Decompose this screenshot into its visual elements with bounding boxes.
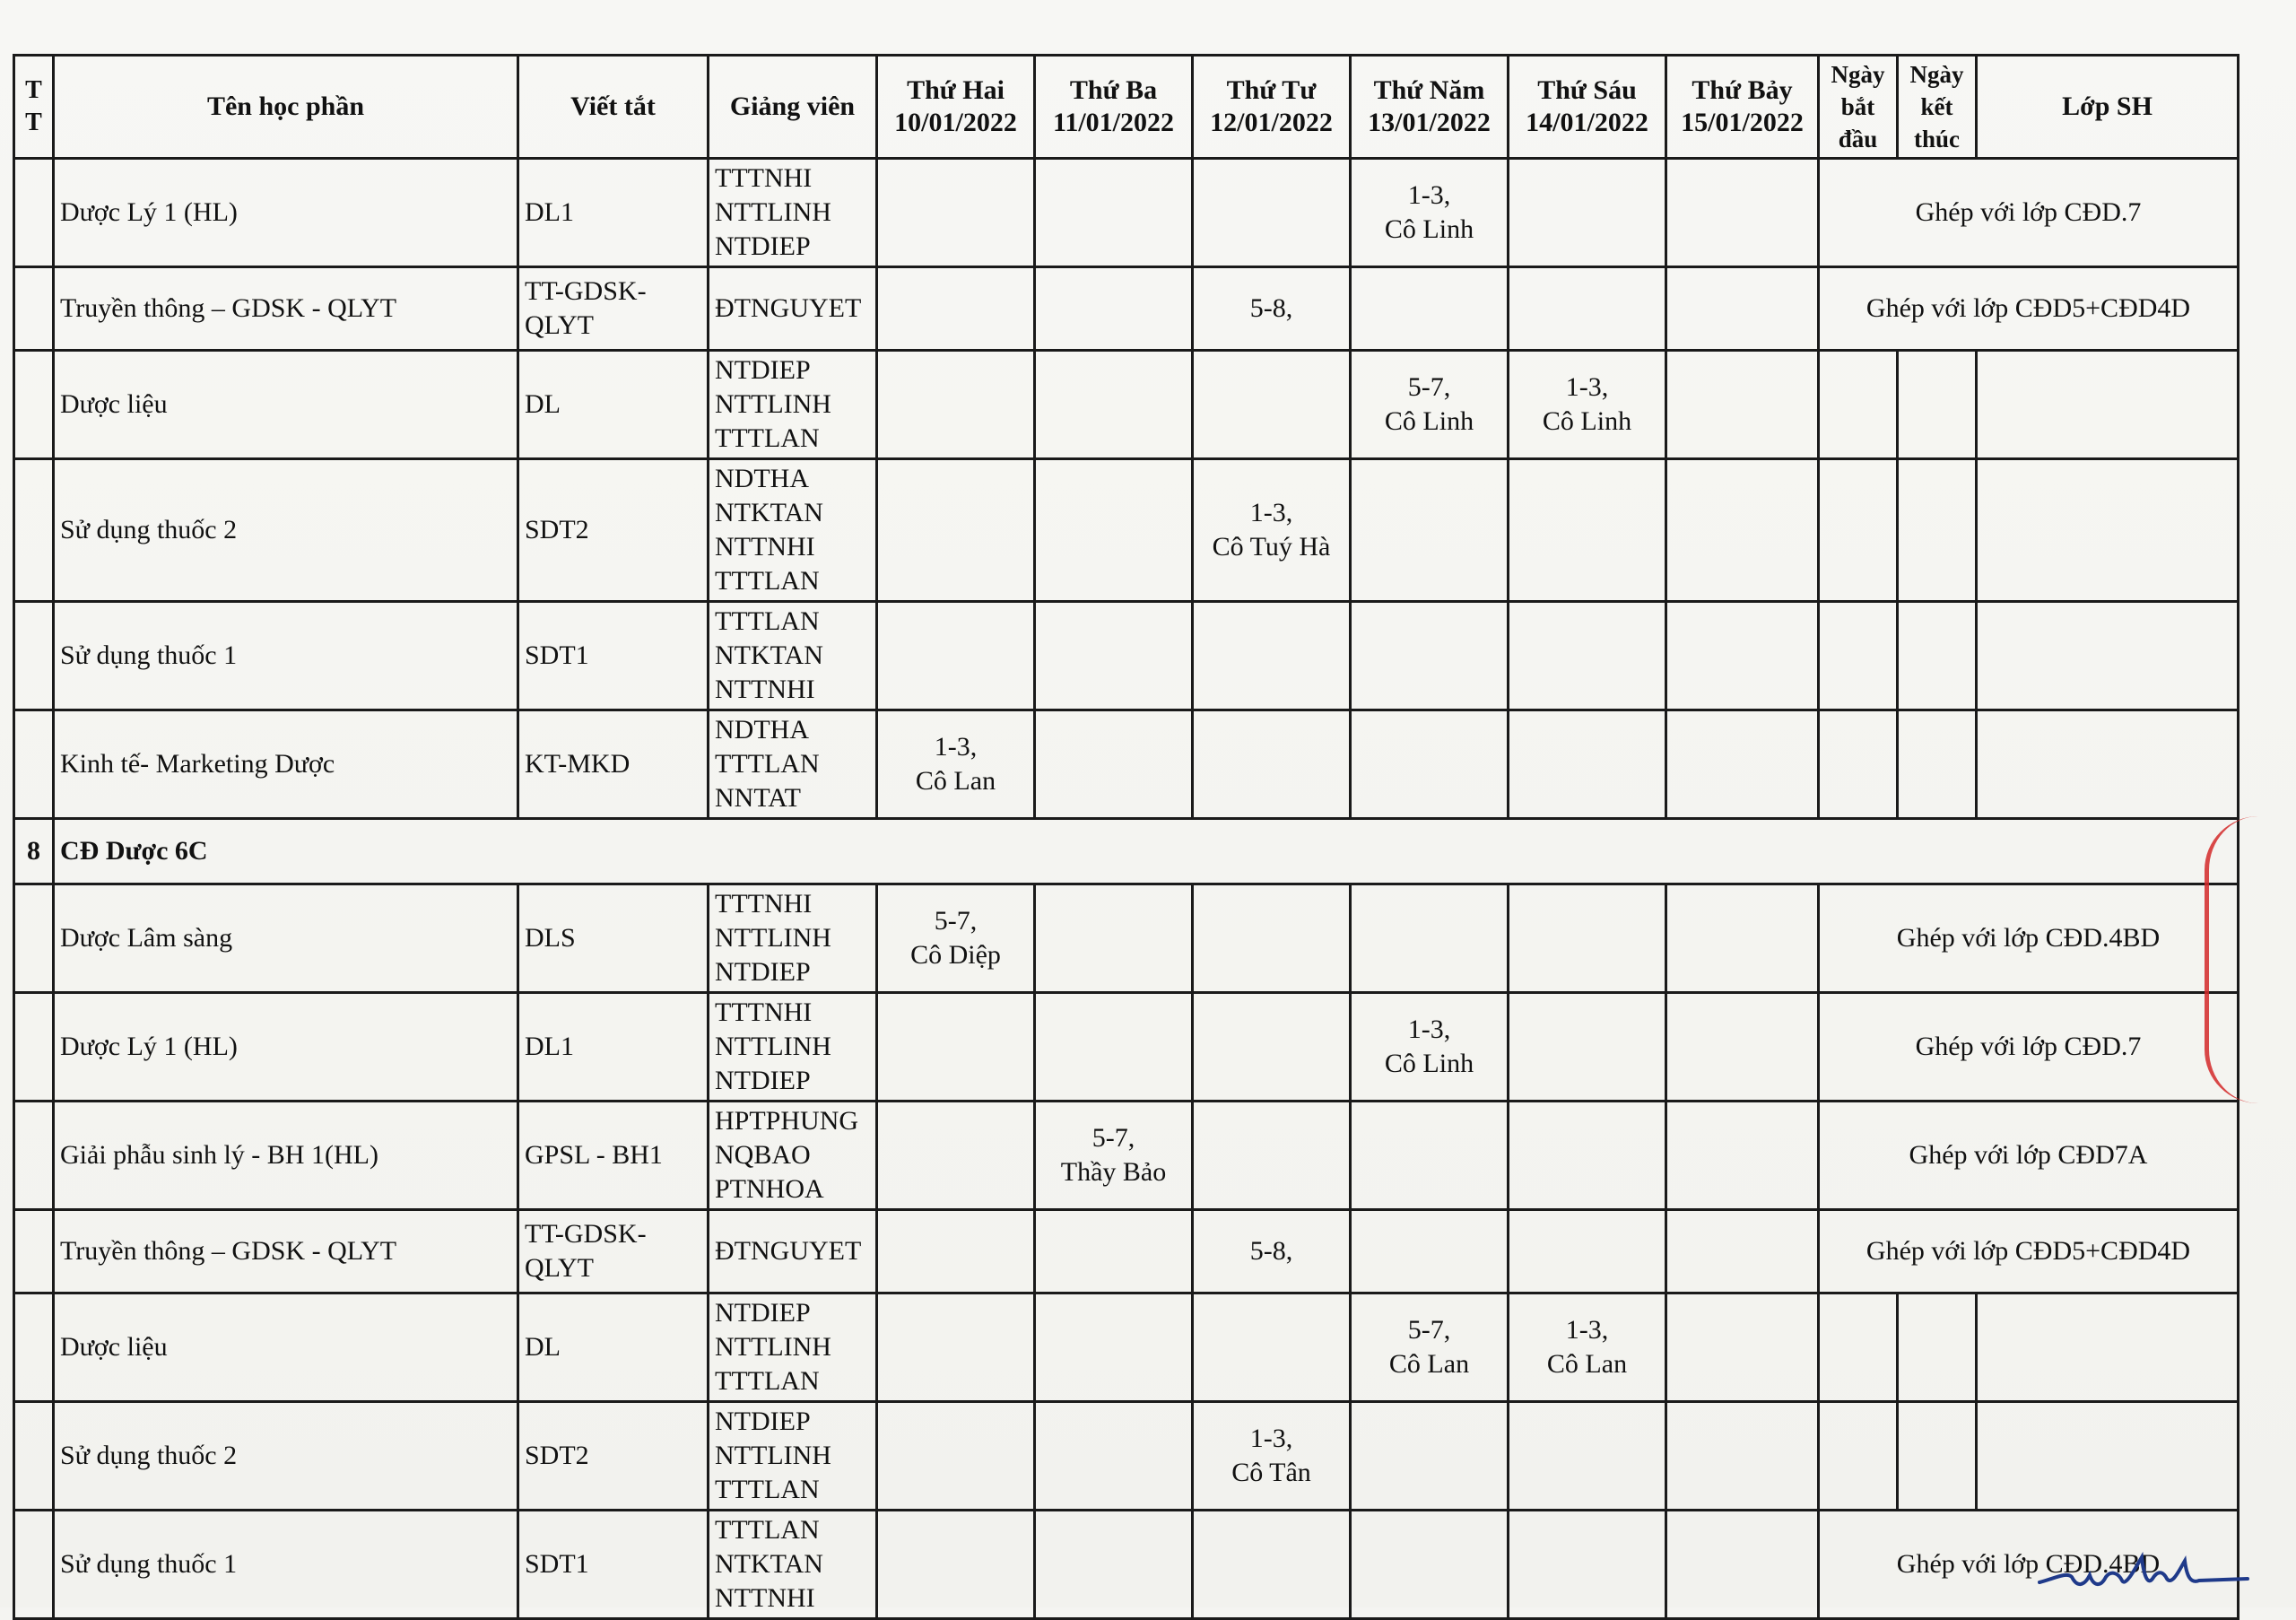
cell-line: NTKTAN — [715, 498, 823, 527]
cell-line: TTTLAN — [715, 423, 820, 453]
course-abbreviation — [518, 1402, 709, 1511]
schedule-cell-day-0 — [877, 459, 1035, 602]
course-group-b — [14, 884, 2239, 1619]
lecturer-codes — [709, 993, 877, 1102]
lecturer-codes — [709, 1210, 877, 1293]
lecturer-codes — [709, 351, 877, 459]
cell-line: PTNHOA — [715, 1174, 824, 1204]
cell-line: NTDIEP — [715, 1407, 811, 1436]
schedule-cell-day-0 — [877, 1402, 1035, 1511]
course-abbreviation — [518, 602, 709, 710]
schedule-cell-day-2 — [1193, 1511, 1351, 1619]
session-text: 1-3, — [934, 732, 978, 762]
course-group-a — [14, 159, 2239, 819]
cell-line: NTTLINH — [715, 1441, 831, 1470]
schedule-cell-day-1 — [1035, 459, 1193, 602]
cell-line: TT-GDSK- — [525, 1219, 647, 1249]
lecturer-codes — [709, 159, 877, 267]
course-abbreviation — [518, 1210, 709, 1293]
schedule-cell-day-5 — [1666, 993, 1819, 1102]
course-name: Dược liệu — [54, 1293, 518, 1402]
schedule-cell-day-4 — [1509, 1402, 1666, 1511]
schedule-cell-day-3 — [1351, 884, 1509, 993]
course-name: Sử dụng thuốc 1 — [54, 1511, 518, 1619]
cell-line: TTTLAN — [715, 1515, 820, 1545]
session-text: 5-7, — [1091, 1123, 1135, 1153]
section-number: 8 — [14, 819, 54, 884]
schedule-cell-day-0 — [877, 710, 1035, 819]
course-name: Dược Lý 1 (HL) — [54, 993, 518, 1102]
col-header-day-4: Thứ Sáu 14/01/2022 — [1509, 56, 1666, 159]
cell-line: NNTAT — [715, 783, 801, 813]
schedule-cell-day-4 — [1509, 1102, 1666, 1210]
cell-line: NTDIEP — [715, 355, 811, 385]
session-text: Cô Linh — [1384, 406, 1474, 436]
schedule-cell-day-2 — [1193, 710, 1351, 819]
end-date-cell — [1898, 710, 1977, 819]
course-abbreviation — [518, 884, 709, 993]
cell-line: NTTNHI — [715, 675, 815, 704]
tt-cell — [14, 1210, 54, 1293]
cell-line: TTTNHI — [715, 163, 813, 193]
session-text: 1-3, — [1407, 180, 1451, 210]
schedule-cell-day-0 — [877, 884, 1035, 993]
tt-cell — [14, 159, 54, 267]
tt-cell — [14, 1402, 54, 1511]
schedule-cell-day-0 — [877, 1210, 1035, 1293]
class-note: Ghép với lớp CĐD7A — [1819, 1102, 2239, 1210]
class-cell — [1977, 459, 2239, 602]
session-text: 1-3, — [1565, 1315, 1609, 1345]
red-stamp-edge — [2205, 816, 2296, 1103]
course-row — [14, 351, 2239, 459]
col-header-lecturer: Giảng viên — [709, 56, 877, 159]
schedule-cell-day-4 — [1509, 459, 1666, 602]
session-text: Cô Lan — [1546, 1349, 1628, 1379]
schedule-cell-day-2 — [1193, 351, 1351, 459]
tt-cell — [14, 267, 54, 351]
cell-line: DL1 — [525, 197, 574, 227]
cell-line: NTKTAN — [715, 640, 823, 670]
schedule-cell-day-3 — [1351, 159, 1509, 267]
schedule-cell-day-2 — [1193, 1293, 1351, 1402]
end-date-cell — [1898, 351, 1977, 459]
schedule-cell-day-2 — [1193, 1210, 1351, 1293]
course-name: Dược Lý 1 (HL) — [54, 159, 518, 267]
cell-line: DLS — [525, 923, 576, 953]
schedule-cell-day-2 — [1193, 602, 1351, 710]
schedule-cell-day-1 — [1035, 602, 1193, 710]
schedule-cell-day-5 — [1666, 1102, 1819, 1210]
cell-line: SDT2 — [525, 1441, 589, 1470]
cell-line: TTTLAN — [715, 749, 820, 779]
schedule-cell-day-5 — [1666, 459, 1819, 602]
col-header-day-3: Thứ Năm 13/01/2022 — [1351, 56, 1509, 159]
lecturer-codes — [709, 1293, 877, 1402]
schedule-cell-day-4 — [1509, 1511, 1666, 1619]
schedule-cell-day-4 — [1509, 993, 1666, 1102]
course-abbreviation — [518, 1102, 709, 1210]
col-header-class: Lớp SH — [1977, 56, 2239, 159]
col-header-course-name: Tên học phần — [54, 56, 518, 159]
course-row — [14, 159, 2239, 267]
session-text: 1-3, — [1565, 372, 1609, 402]
class-cell — [1977, 351, 2239, 459]
schedule-cell-day-0 — [877, 159, 1035, 267]
session-text: Thầy Bảo — [1060, 1157, 1167, 1187]
schedule-cell-day-1 — [1035, 993, 1193, 1102]
class-note: Ghép với lớp CĐD.4BD — [1819, 1511, 2239, 1619]
section-row — [14, 819, 2239, 884]
class-cell — [1977, 1402, 2239, 1511]
tt-cell — [14, 602, 54, 710]
schedule-cell-day-0 — [877, 602, 1035, 710]
lecturer-codes — [709, 459, 877, 602]
session-text: Cô Linh — [1384, 1049, 1474, 1078]
schedule-cell-day-1 — [1035, 884, 1193, 993]
course-row — [14, 602, 2239, 710]
cell-line: NTDIEP — [715, 1298, 811, 1328]
course-name: Sử dụng thuốc 2 — [54, 1402, 518, 1511]
class-note: Ghép với lớp CĐD.7 — [1819, 993, 2239, 1102]
schedule-cell-day-1 — [1035, 267, 1193, 351]
course-name: Giải phẫu sinh lý - BH 1(HL) — [54, 1102, 518, 1210]
schedule-cell-day-3 — [1351, 602, 1509, 710]
course-abbreviation — [518, 1511, 709, 1619]
cell-line: TTTNHI — [715, 997, 813, 1027]
schedule-cell-day-2 — [1193, 993, 1351, 1102]
tt-cell — [14, 1293, 54, 1402]
schedule-cell-day-3 — [1351, 1511, 1509, 1619]
start-date-cell — [1819, 459, 1898, 602]
start-date-cell — [1819, 710, 1898, 819]
schedule-cell-day-1 — [1035, 351, 1193, 459]
cell-line: SDT1 — [525, 1549, 589, 1579]
class-cell — [1977, 1293, 2239, 1402]
course-name: Sử dụng thuốc 2 — [54, 459, 518, 602]
course-row — [14, 884, 2239, 993]
lecturer-codes — [709, 267, 877, 351]
session-text: Cô Linh — [1542, 406, 1632, 436]
schedule-cell-day-1 — [1035, 159, 1193, 267]
cell-line: SDT1 — [525, 640, 589, 670]
cell-line: NQBAO — [715, 1140, 811, 1170]
schedule-cell-day-0 — [877, 1511, 1035, 1619]
lecturer-codes — [709, 710, 877, 819]
start-date-cell — [1819, 1402, 1898, 1511]
cell-line: DL — [525, 389, 561, 419]
schedule-cell-day-5 — [1666, 267, 1819, 351]
tt-cell — [14, 993, 54, 1102]
schedule-cell-day-5 — [1666, 710, 1819, 819]
schedule-cell-day-2 — [1193, 1402, 1351, 1511]
schedule-cell-day-4 — [1509, 1293, 1666, 1402]
col-header-end-date: Ngày kết thúc — [1898, 56, 1977, 159]
cell-line: NTTNHI — [715, 1583, 815, 1613]
schedule-cell-day-0 — [877, 267, 1035, 351]
schedule-cell-day-3 — [1351, 267, 1509, 351]
col-header-day-2: Thứ Tư 12/01/2022 — [1193, 56, 1351, 159]
cell-line: NTDIEP — [715, 957, 811, 987]
lecturer-codes — [709, 1102, 877, 1210]
cell-line: DL1 — [525, 1032, 574, 1061]
schedule-cell-day-2 — [1193, 267, 1351, 351]
course-row — [14, 1511, 2239, 1619]
schedule-cell-day-4 — [1509, 267, 1666, 351]
session-text: 1-3, — [1407, 1015, 1451, 1044]
cell-line: ĐTNGUYET — [715, 1236, 862, 1266]
cell-line: TTTNHI — [715, 889, 813, 919]
class-cell — [1977, 602, 2239, 710]
schedule-cell-day-0 — [877, 1102, 1035, 1210]
session-text: Cô Lan — [915, 766, 996, 796]
session-text: 5-8, — [1249, 1236, 1293, 1266]
schedule-cell-day-5 — [1666, 159, 1819, 267]
schedule-cell-day-1 — [1035, 1511, 1193, 1619]
course-name: Truyền thông – GDSK - QLYT — [54, 1210, 518, 1293]
cell-line: SDT2 — [525, 515, 589, 544]
tt-cell — [14, 351, 54, 459]
cell-line: TTTLAN — [715, 1366, 820, 1396]
schedule-cell-day-5 — [1666, 351, 1819, 459]
lecturer-codes — [709, 1402, 877, 1511]
lecturer-codes — [709, 1511, 877, 1619]
course-name: Sử dụng thuốc 1 — [54, 602, 518, 710]
session-text: Cô Tân — [1231, 1458, 1311, 1487]
cell-line: TTTLAN — [715, 606, 820, 636]
course-row — [14, 459, 2239, 602]
section-group — [14, 819, 2239, 884]
start-date-cell — [1819, 351, 1898, 459]
schedule-cell-day-4 — [1509, 710, 1666, 819]
col-header-day-0: Thứ Hai 10/01/2022 — [877, 56, 1035, 159]
schedule-cell-day-4 — [1509, 1210, 1666, 1293]
section-title: CĐ Dược 6C — [54, 819, 2239, 884]
tt-cell — [14, 884, 54, 993]
schedule-cell-day-5 — [1666, 602, 1819, 710]
course-abbreviation — [518, 351, 709, 459]
end-date-cell — [1898, 1293, 1977, 1402]
timetable — [13, 54, 2239, 1620]
cell-line: QLYT — [525, 310, 594, 340]
col-header-day-5: Thứ Bảy 15/01/2022 — [1666, 56, 1819, 159]
schedule-cell-day-1 — [1035, 1102, 1193, 1210]
session-text: Cô Linh — [1384, 214, 1474, 244]
cell-line: TTTLAN — [715, 1475, 820, 1504]
course-row — [14, 710, 2239, 819]
schedule-cell-day-3 — [1351, 1402, 1509, 1511]
course-row — [14, 1210, 2239, 1293]
course-abbreviation — [518, 710, 709, 819]
tt-cell — [14, 1511, 54, 1619]
end-date-cell — [1898, 459, 1977, 602]
schedule-cell-day-4 — [1509, 159, 1666, 267]
cell-line: KT-MKD — [525, 749, 631, 779]
lecturer-codes — [709, 602, 877, 710]
tt-cell — [14, 710, 54, 819]
schedule-cell-day-1 — [1035, 710, 1193, 819]
cell-line: ĐTNGUYET — [715, 293, 862, 323]
course-abbreviation — [518, 459, 709, 602]
schedule-cell-day-3 — [1351, 351, 1509, 459]
schedule-cell-day-3 — [1351, 459, 1509, 602]
schedule-cell-day-2 — [1193, 1102, 1351, 1210]
session-text: Cô Tuý Hà — [1212, 532, 1331, 562]
schedule-cell-day-5 — [1666, 1511, 1819, 1619]
class-note: Ghép với lớp CĐD.4BD — [1819, 884, 2239, 993]
course-row — [14, 267, 2239, 351]
cell-line: DL — [525, 1332, 561, 1362]
start-date-cell — [1819, 1293, 1898, 1402]
class-note: Ghép với lớp CĐD5+CĐD4D — [1819, 267, 2239, 351]
class-note: Ghép với lớp CĐD5+CĐD4D — [1819, 1210, 2239, 1293]
course-row — [14, 993, 2239, 1102]
cell-line: NDTHA — [715, 464, 809, 493]
schedule-cell-day-1 — [1035, 1402, 1193, 1511]
schedule-cell-day-5 — [1666, 1210, 1819, 1293]
col-header-abbreviation: Viết tắt — [518, 56, 709, 159]
schedule-cell-day-0 — [877, 351, 1035, 459]
schedule-cell-day-3 — [1351, 710, 1509, 819]
schedule-cell-day-4 — [1509, 351, 1666, 459]
cell-line: NTKTAN — [715, 1549, 823, 1579]
schedule-cell-day-2 — [1193, 159, 1351, 267]
cell-line: TTTLAN — [715, 566, 820, 596]
cell-line: HPTPHUNG — [715, 1106, 859, 1136]
cell-line: NTTLINH — [715, 1332, 831, 1362]
course-abbreviation — [518, 1293, 709, 1402]
session-text: Cô Lan — [1388, 1349, 1470, 1379]
cell-line: GPSL - BH1 — [525, 1140, 663, 1170]
schedule-cell-day-1 — [1035, 1210, 1193, 1293]
schedule-cell-day-5 — [1666, 1402, 1819, 1511]
schedule-cell-day-3 — [1351, 993, 1509, 1102]
header-row — [14, 56, 2239, 159]
col-header-day-1: Thứ Ba 11/01/2022 — [1035, 56, 1193, 159]
lecturer-codes — [709, 884, 877, 993]
cell-line: NTTLINH — [715, 197, 831, 227]
end-date-cell — [1898, 1402, 1977, 1511]
schedule-cell-day-1 — [1035, 1293, 1193, 1402]
course-name: Dược liệu — [54, 351, 518, 459]
cell-line: QLYT — [525, 1253, 594, 1283]
end-date-cell — [1898, 602, 1977, 710]
tt-cell — [14, 459, 54, 602]
cell-line: NTTNHI — [715, 532, 815, 562]
schedule-cell-day-2 — [1193, 459, 1351, 602]
session-text: 5-7, — [1407, 1315, 1451, 1345]
course-row — [14, 1293, 2239, 1402]
col-header-start-date: Ngày bắt đầu — [1819, 56, 1898, 159]
cell-line: NTDIEP — [715, 231, 811, 261]
schedule-cell-day-3 — [1351, 1210, 1509, 1293]
cell-line: NTTLINH — [715, 1032, 831, 1061]
schedule-cell-day-0 — [877, 993, 1035, 1102]
course-abbreviation — [518, 159, 709, 267]
cell-line: NTTLINH — [715, 923, 831, 953]
course-name: Dược Lâm sàng — [54, 884, 518, 993]
class-note: Ghép với lớp CĐD.7 — [1819, 159, 2239, 267]
schedule-cell-day-3 — [1351, 1293, 1509, 1402]
cell-line: NTDIEP — [715, 1066, 811, 1095]
course-name: Truyền thông – GDSK - QLYT — [54, 267, 518, 351]
schedule-cell-day-4 — [1509, 602, 1666, 710]
schedule-cell-day-5 — [1666, 884, 1819, 993]
start-date-cell — [1819, 602, 1898, 710]
session-text: 5-8, — [1249, 293, 1293, 323]
session-text: 1-3, — [1249, 1424, 1293, 1453]
session-text: 1-3, — [1249, 498, 1293, 527]
cell-line: NDTHA — [715, 715, 809, 745]
schedule-cell-day-5 — [1666, 1293, 1819, 1402]
schedule-cell-day-3 — [1351, 1102, 1509, 1210]
course-row — [14, 1102, 2239, 1210]
schedule-cell-day-4 — [1509, 884, 1666, 993]
session-text: Cô Diệp — [910, 940, 1001, 970]
tt-cell — [14, 1102, 54, 1210]
course-abbreviation — [518, 993, 709, 1102]
session-text: 5-7, — [1407, 372, 1451, 402]
session-text: 5-7, — [934, 906, 978, 936]
signature-icon — [2036, 1552, 2251, 1597]
schedule-cell-day-2 — [1193, 884, 1351, 993]
course-row — [14, 1402, 2239, 1511]
cell-line: TT-GDSK- — [525, 276, 647, 306]
course-name: Kinh tế- Marketing Dược — [54, 710, 518, 819]
class-cell — [1977, 710, 2239, 819]
cell-line: NTTLINH — [715, 389, 831, 419]
col-header-tt: T T — [14, 56, 54, 159]
course-abbreviation — [518, 267, 709, 351]
schedule-cell-day-0 — [877, 1293, 1035, 1402]
